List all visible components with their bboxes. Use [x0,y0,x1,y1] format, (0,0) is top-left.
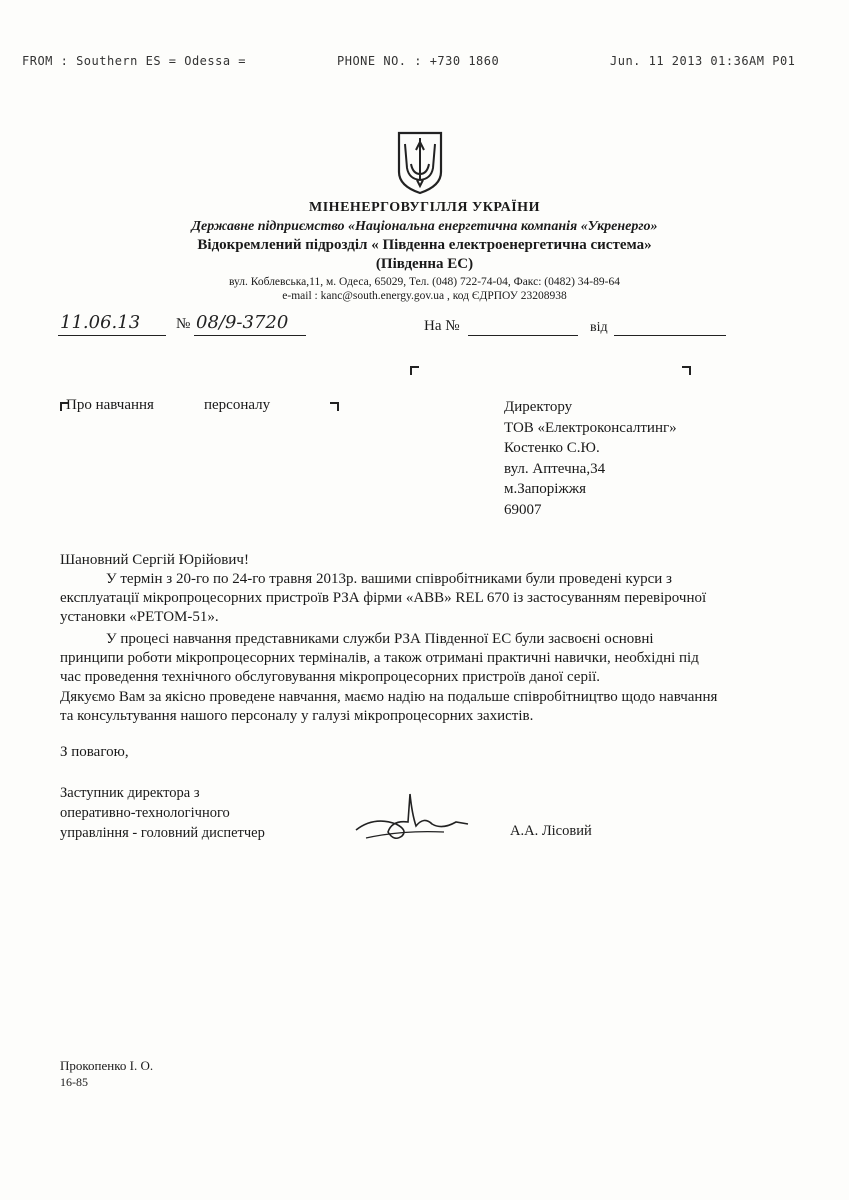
subject-corner-right [330,402,339,411]
signatory-name: А.А. Лісовий [510,823,592,839]
email-line: e-mail : kanc@south.energy.gov.ua , код ЄДРПОУ 23208938 [282,290,567,302]
executor-phone: 16-85 [60,1075,88,1089]
salutation: Шановний Сергій Юрійович! [60,552,249,568]
handwritten-signature [352,786,472,851]
executor-name: Прокопенко І. О. [60,1058,154,1073]
fax-datetime: Jun. 11 2013 01:36AM P01 [610,54,796,68]
recipient-line: Директору [504,399,573,415]
ministry-name: МІНЕНЕРГОВУГІЛЛЯ УКРАЇНИ [309,200,540,215]
reply-date-line [614,334,726,336]
reply-number-line [468,334,578,336]
addressee-corner-left [410,366,419,375]
body-paragraph-1: У термін з 20-го по 24-го травня 2013р. вашими співробітниками були проведені курси з експлуатації мікропроцесорних пристроїв РЗА фірми «АВВ» REL 670 із застосуванням перевірочної установки «РЕТОМ-51». [60,571,707,625]
recipient-line: Костенко С.Ю. [504,440,600,456]
recipient-line: 69007 [504,501,542,518]
signatory-position [60,783,265,843]
position-line: управління - головний диспетчер [60,825,265,841]
subject-part-1: Про навчання [66,397,154,413]
body-paragraph-3: Дякуємо Вам за якісно проведене навчання, маємо надію на подальше співробітництво щодо навчання та консультування нашого персоналу у галузі мікропроцесорних захистів. [60,689,718,724]
outgoing-number: 08/9-3720 [196,312,289,333]
coat-of-arms-emblem [396,130,444,201]
reply-to-label: На № [424,318,460,334]
recipient-line: вул. Аптечна,34 [504,460,606,477]
address-line: вул. Коблевська,11, м. Одеса, 65029, Тел. (048) 722-74-04, Факс: (0482) 34-89-64 [229,276,620,288]
fax-phone: PHONE NO. : +730 1860 [337,54,500,68]
enterprise-name: Державне підприємство «Національна енергетична компанія «Укренерго» [191,219,658,234]
position-line: Заступник директора з [60,785,200,801]
recipient-line: м.Запоріжжя [504,481,587,497]
division-name: Відокремлений підрозділ « Південна електроенергетична система» [197,237,652,253]
recipient-block [504,397,677,520]
number-underline [194,334,306,336]
recipient-line: ТОВ «Електроконсалтинг» [504,419,677,436]
fax-from: FROM : Southern ES = Odessa = [22,54,247,68]
number-label: № [176,316,191,332]
reply-from-label: від [590,320,608,335]
outgoing-date: 11.06.13 [60,312,141,333]
subject-part-2: персоналу [204,397,271,413]
position-line: оперативно-технологічного [60,805,230,821]
division-short-name: (Південна ЕС) [375,256,474,272]
closing: З повагою, [60,744,129,760]
body-paragraph-2: У процесі навчання представниками служби РЗА Південної ЕС були засвоєні основні принципи роботи мікропроцесорних терміналів, а також отримані практичні навички, необхідні під час проведення технічного обслуговування мікропроцесорних пристроїв даної серії. [60,631,699,685]
date-underline [58,334,166,336]
addressee-corner-right [682,366,691,375]
